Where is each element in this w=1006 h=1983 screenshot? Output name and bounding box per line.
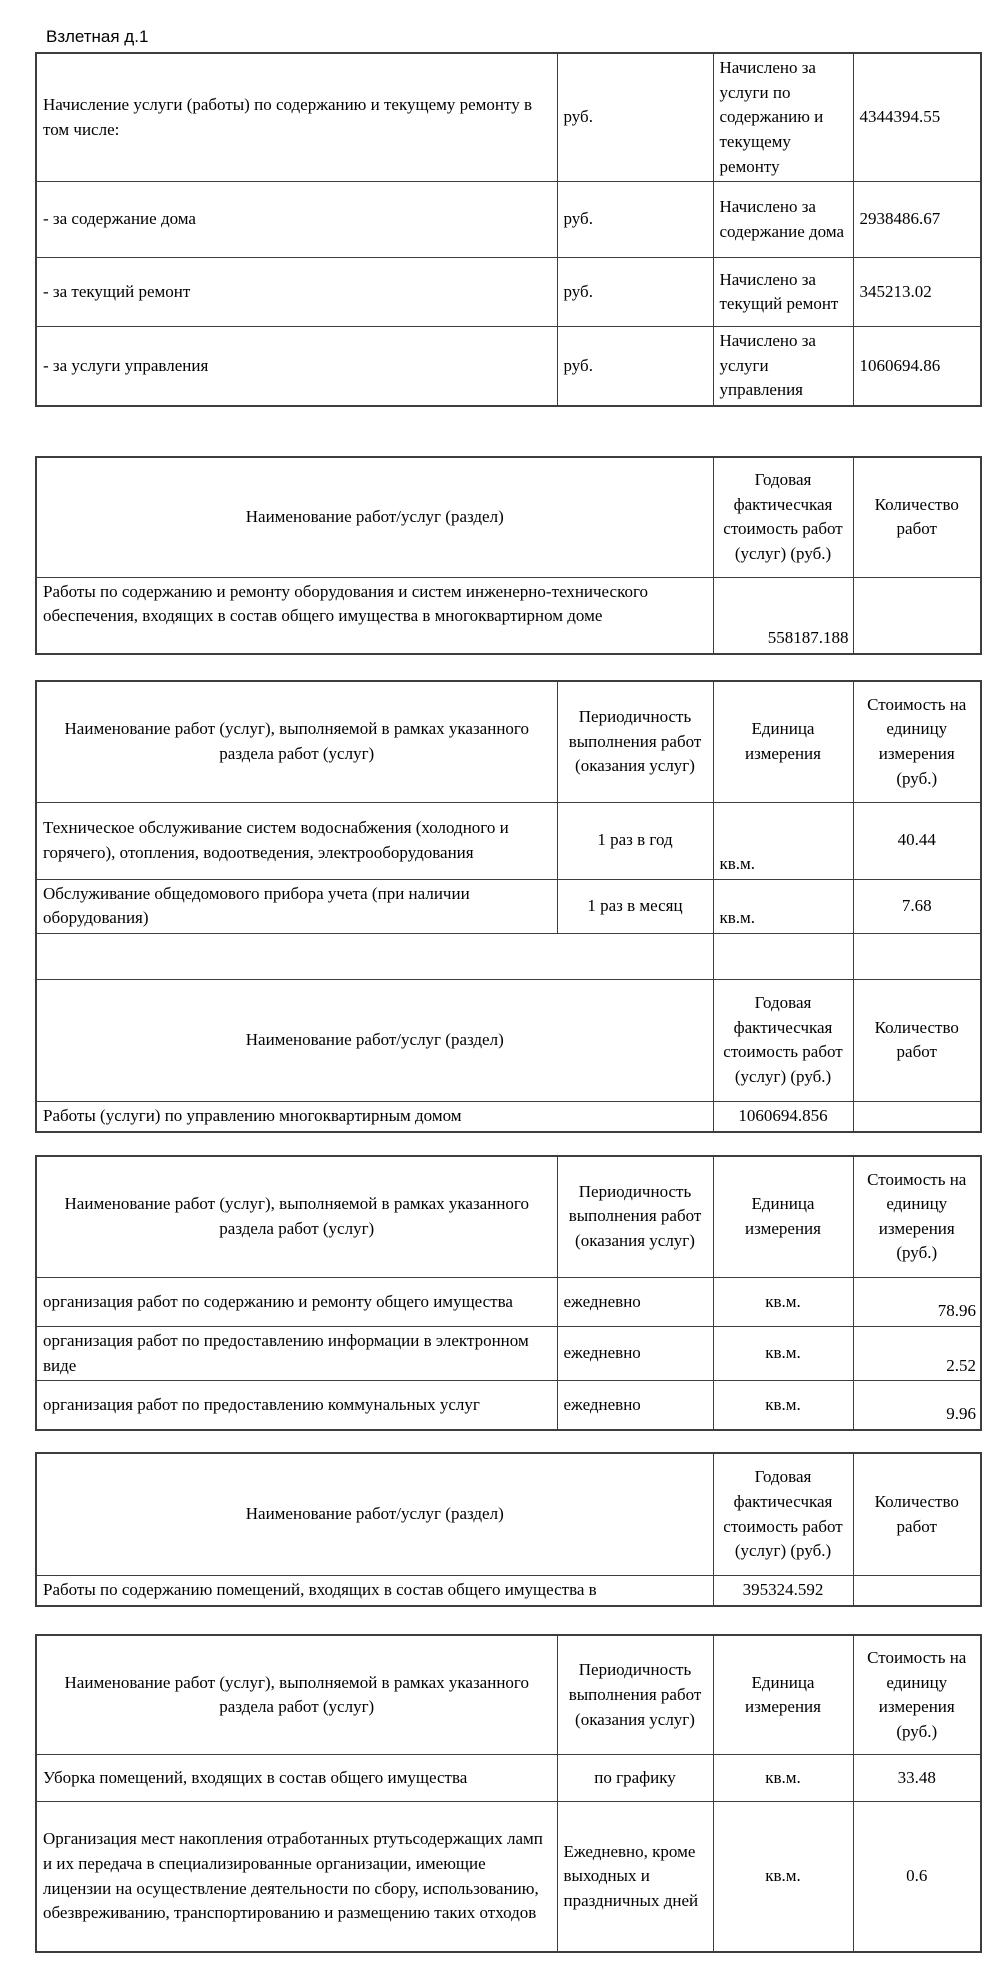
- work-name: организация работ по содержанию и ремонту общего имущества: [36, 1278, 557, 1327]
- work-period: 1 раз в месяц: [557, 879, 713, 933]
- charge-label: Начислено за текущий ремонт: [713, 258, 853, 327]
- charges-table: [35, 52, 982, 407]
- work-price: 9.96: [853, 1381, 981, 1430]
- work-unit: кв.м.: [713, 1802, 853, 1952]
- charge-unit: руб.: [557, 258, 713, 327]
- charge-value: 4344394.55: [853, 53, 981, 182]
- work-name: организация работ по предоставлению коммунальных услуг: [36, 1381, 557, 1430]
- column-header-unit: Единица измерения: [713, 1635, 853, 1755]
- work-unit: кв.м.: [713, 1327, 853, 1381]
- work-period: Ежедневно, кроме выходных и праздничных дней: [557, 1802, 713, 1952]
- empty-cell: [853, 577, 981, 654]
- table-row: [36, 258, 981, 327]
- section-name: Работы (услуги) по управлению многоквартирным домом: [36, 1101, 713, 1131]
- table-row: [36, 327, 981, 406]
- work-name: Уборка помещений, входящих в состав общего имущества: [36, 1755, 557, 1802]
- empty-cell: [713, 933, 853, 979]
- table-row: [36, 1802, 981, 1952]
- section-name: Работы по содержанию и ремонту оборудования и систем инженерно-технического обеспечения, входящих в состав общего имущества в многоквартирном доме: [36, 577, 713, 654]
- charge-value: 1060694.86: [853, 327, 981, 406]
- charge-name: Начисление услуги (работы) по содержанию и текущему ремонту в том числе:: [36, 53, 557, 182]
- table-row: [36, 1101, 981, 1131]
- work-unit: кв.м.: [713, 879, 853, 933]
- charge-name: - за текущий ремонт: [36, 258, 557, 327]
- column-header-name: Наименование работ/услуг (раздел): [36, 1453, 713, 1576]
- work-name: Техническое обслуживание систем водоснабжения (холодного и горячего), отопления, водоотведения, электрооборудования: [36, 802, 557, 879]
- table-row: [36, 1278, 981, 1327]
- table-row: [36, 53, 981, 182]
- charge-unit: руб.: [557, 327, 713, 406]
- work-unit: кв.м.: [713, 1755, 853, 1802]
- work-price: 0.6: [853, 1802, 981, 1952]
- empty-cell: [853, 933, 981, 979]
- section-name: Работы по содержанию помещений, входящих в состав общего имущества в: [36, 1576, 713, 1606]
- work-price: 2.52: [853, 1327, 981, 1381]
- work-name: Обслуживание общедомового прибора учета (при наличии оборудования): [36, 879, 557, 933]
- column-header-name: Наименование работ (услуг), выполняемой в рамках указанного раздела работ (услуг): [36, 681, 557, 802]
- charge-unit: руб.: [557, 182, 713, 258]
- charge-value: 345213.02: [853, 258, 981, 327]
- charge-label: Начислено за услуги по содержанию и текущему ремонту: [713, 53, 853, 182]
- section-cost: 558187.188: [713, 577, 853, 654]
- work-unit: кв.м.: [713, 1278, 853, 1327]
- charge-label: Начислено за содержание дома: [713, 182, 853, 258]
- work-name: Организация мест накопления отработанных ртутьсодержащих ламп и их передача в специализированные организации, имеющие лицензии на осуществление деятельности по сбору, использованию, обезвреживанию, транспортированию и размещению таких отходов: [36, 1802, 557, 1952]
- charge-label: Начислено за услуги управления: [713, 327, 853, 406]
- table-row: [36, 1327, 981, 1381]
- table-row: [36, 802, 981, 879]
- column-header-period: Периодичность выполнения работ (оказания услуг): [557, 1156, 713, 1278]
- charge-unit: руб.: [557, 53, 713, 182]
- section-cost: 395324.592: [713, 1576, 853, 1606]
- table-row: [36, 1755, 981, 1802]
- column-header-unit: Единица измерения: [713, 1156, 853, 1278]
- column-header-cost: Годовая фактичесчкая стоимость работ (услуг) (руб.): [713, 457, 853, 577]
- header-row: [36, 457, 981, 577]
- premises-details-table: [35, 1634, 982, 1953]
- work-price: 33.48: [853, 1755, 981, 1802]
- work-price: 7.68: [853, 879, 981, 933]
- table-row: [36, 1576, 981, 1606]
- table-row: [36, 1381, 981, 1430]
- header-row: [36, 1635, 981, 1755]
- work-unit: кв.м.: [713, 802, 853, 879]
- charge-name: - за содержание дома: [36, 182, 557, 258]
- table-row: [36, 577, 981, 654]
- work-price: 78.96: [853, 1278, 981, 1327]
- column-header-name: Наименование работ (услуг), выполняемой в рамках указанного раздела работ (услуг): [36, 1635, 557, 1755]
- column-header-name: Наименование работ/услуг (раздел): [36, 979, 713, 1101]
- column-header-price: Стоимость на единицу измерения (руб.): [853, 1635, 981, 1755]
- column-header-price: Стоимость на единицу измерения (руб.): [853, 1156, 981, 1278]
- column-header-period: Периодичность выполнения работ (оказания услуг): [557, 1635, 713, 1755]
- header-row: [36, 979, 981, 1101]
- header-row: [36, 681, 981, 802]
- work-period: ежедневно: [557, 1278, 713, 1327]
- charge-name: - за услуги управления: [36, 327, 557, 406]
- column-header-cost: Годовая фактичесчкая стоимость работ (услуг) (руб.): [713, 1453, 853, 1576]
- column-header-cost: Годовая фактичесчкая стоимость работ (услуг) (руб.): [713, 979, 853, 1101]
- premises-section-table: [35, 1452, 982, 1607]
- column-header-unit: Единица измерения: [713, 681, 853, 802]
- management-details-table: [35, 1155, 982, 1431]
- table-row: [36, 879, 981, 933]
- column-header-name: Наименование работ (услуг), выполняемой в рамках указанного раздела работ (услуг): [36, 1156, 557, 1278]
- empty-row: [36, 933, 981, 979]
- work-period: ежедневно: [557, 1327, 713, 1381]
- empty-cell: [36, 933, 713, 979]
- section-cost: 1060694.856: [713, 1101, 853, 1131]
- column-header-price: Стоимость на единицу измерения (руб.): [853, 681, 981, 802]
- column-header-count: Количество работ: [853, 979, 981, 1101]
- table-row: [36, 182, 981, 258]
- empty-cell: [853, 1576, 981, 1606]
- column-header-count: Количество работ: [853, 457, 981, 577]
- work-name: организация работ по предоставлению информации в электронном виде: [36, 1327, 557, 1381]
- header-row: [36, 1156, 981, 1278]
- header-row: [36, 1453, 981, 1576]
- column-header-name: Наименование работ/услуг (раздел): [36, 457, 713, 577]
- work-period: по графику: [557, 1755, 713, 1802]
- work-unit: кв.м.: [713, 1381, 853, 1430]
- work-period: 1 раз в год: [557, 802, 713, 879]
- maintenance-details-table: [35, 680, 982, 1132]
- page-title: Взлетная д.1: [46, 27, 149, 46]
- charge-value: 2938486.67: [853, 182, 981, 258]
- empty-cell: [853, 1101, 981, 1131]
- work-price: 40.44: [853, 802, 981, 879]
- maintenance-section-table: [35, 456, 982, 655]
- column-header-period: Периодичность выполнения работ (оказания услуг): [557, 681, 713, 802]
- work-period: ежедневно: [557, 1381, 713, 1430]
- column-header-count: Количество работ: [853, 1453, 981, 1576]
